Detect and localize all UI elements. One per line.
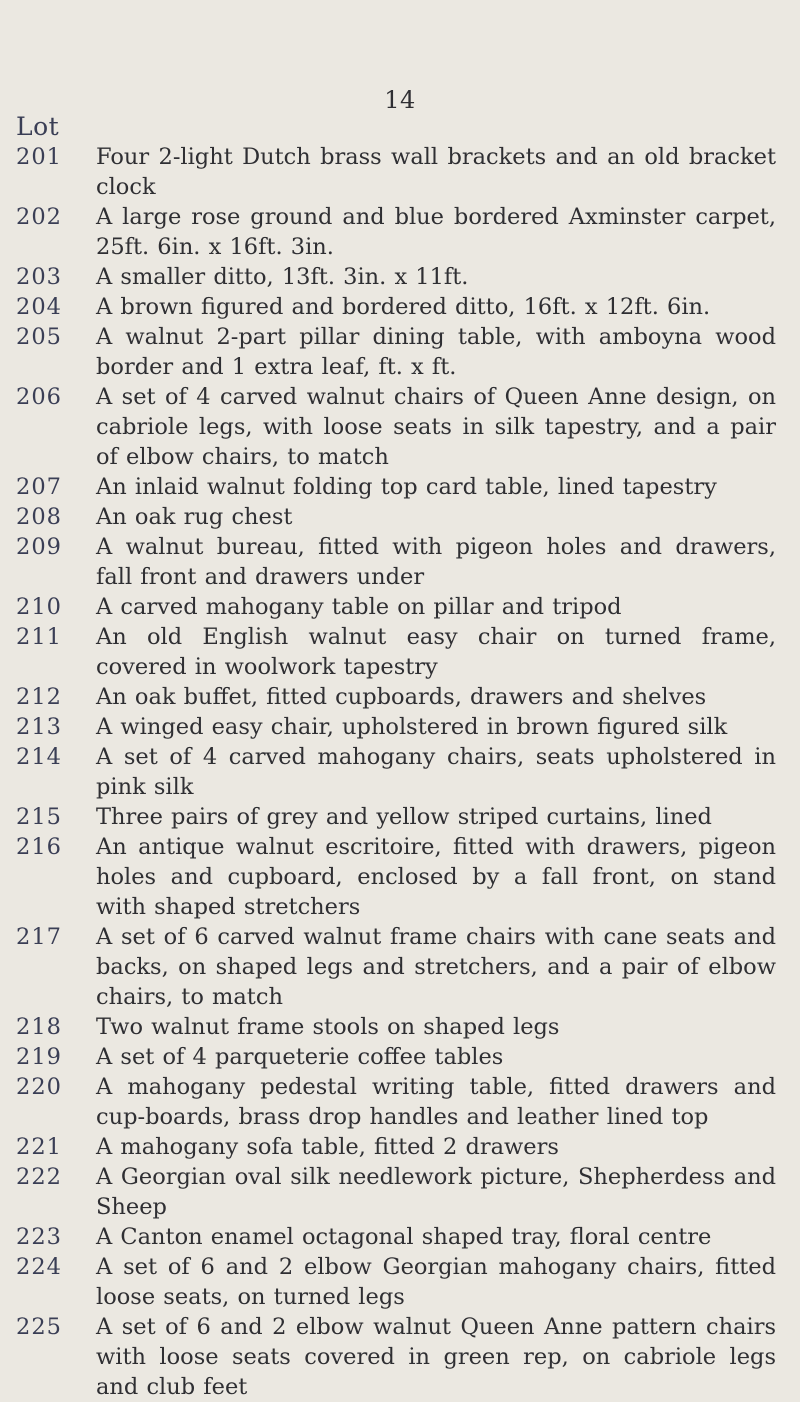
lot-description: A set of 4 parqueterie coffee tables: [96, 1044, 504, 1070]
lot-description: Two walnut frame stools on shaped legs: [96, 1014, 560, 1040]
lot-description: A set of 6 and 2 elbow walnut Queen Anne pattern chairs with loose seats covered in green rep, on cabriole legs and club feet: [96, 1314, 776, 1400]
lot-entry: [0, 712, 800, 742]
lot-entry: [0, 802, 800, 832]
lot-number: 208: [16, 504, 62, 530]
lot-entry: [0, 622, 800, 682]
lot-number: 207: [16, 474, 62, 500]
lot-description: A Georgian oval silk needlework picture, Shepherdess and Sheep: [96, 1164, 776, 1220]
lot-number: 221: [16, 1134, 62, 1160]
lot-entry: [0, 1012, 800, 1042]
lot-description: Four 2-light Dutch brass wall brackets and an old bracket clock: [96, 144, 776, 200]
lot-entry: [0, 322, 800, 382]
lot-description: A set of 6 and 2 elbow Georgian mahogany chairs, fitted loose seats, on turned legs: [96, 1254, 776, 1310]
lot-number: 218: [16, 1014, 62, 1040]
lot-entry: [0, 922, 800, 1012]
lot-description: A large rose ground and blue bordered Axminster carpet, 25ft. 6in. x 16ft. 3in.: [96, 204, 776, 260]
lot-entry: [0, 1222, 800, 1252]
lot-list: [0, 142, 800, 1402]
lot-number: 211: [16, 624, 62, 650]
lot-number: 205: [16, 324, 62, 350]
lot-entry: [0, 1312, 800, 1402]
lot-description: A set of 6 carved walnut frame chairs with cane seats and backs, on shaped legs and stretchers, and a pair of elbow chairs, to match: [96, 924, 776, 1010]
lot-description: Three pairs of grey and yellow striped curtains, lined: [96, 804, 712, 830]
lot-number: 220: [16, 1074, 62, 1100]
lot-description: A smaller ditto, 13ft. 3in. x 11ft.: [96, 264, 469, 290]
lot-number: 223: [16, 1224, 62, 1250]
lot-description: A walnut 2-part pillar dining table, with amboyna wood border and 1 extra leaf, ft. x ft.: [96, 324, 776, 380]
lot-entry: [0, 382, 800, 472]
page-number: 14: [384, 86, 416, 114]
lot-entry: [0, 532, 800, 592]
lot-description: A walnut bureau, fitted with pigeon holes and drawers, fall front and drawers under: [96, 534, 776, 590]
lot-entry: [0, 832, 800, 922]
lot-description: A Canton enamel octagonal shaped tray, floral centre: [96, 1224, 712, 1250]
lot-entry: [0, 1042, 800, 1072]
lot-number: 210: [16, 594, 62, 620]
lot-number: 206: [16, 384, 62, 410]
lot-entry: [0, 742, 800, 802]
lot-entry: [0, 142, 800, 202]
lot-entry: [0, 1132, 800, 1162]
lot-number: 219: [16, 1044, 62, 1070]
lot-description: An oak rug chest: [96, 504, 293, 530]
lot-number: 225: [16, 1314, 62, 1340]
lot-number: 222: [16, 1164, 62, 1190]
lot-number: 209: [16, 534, 62, 560]
lot-number: 201: [16, 144, 62, 170]
lot-entry: [0, 1072, 800, 1132]
lot-column-header: Lot: [16, 112, 60, 141]
lot-entry: [0, 592, 800, 622]
lot-description: A winged easy chair, upholstered in brown figured silk: [96, 714, 728, 740]
lot-entry: [0, 202, 800, 262]
lot-entry: [0, 262, 800, 292]
lot-entry: [0, 682, 800, 712]
lot-description: A mahogany pedestal writing table, fitted drawers and cup-boards, brass drop handles and leather lined top: [96, 1074, 776, 1130]
lot-description: A set of 4 carved mahogany chairs, seats upholstered in pink silk: [96, 744, 776, 800]
lot-number: 224: [16, 1254, 62, 1280]
lot-description: An inlaid walnut folding top card table, lined tapestry: [96, 474, 717, 500]
lot-entry: [0, 502, 800, 532]
lot-entry: [0, 472, 800, 502]
lot-number: 203: [16, 264, 62, 290]
lot-number: 216: [16, 834, 62, 860]
lot-description: A carved mahogany table on pillar and tripod: [96, 594, 622, 620]
lot-number: 202: [16, 204, 62, 230]
lot-number: 213: [16, 714, 62, 740]
lot-number: 204: [16, 294, 62, 320]
lot-description: A mahogany sofa table, fitted 2 drawers: [96, 1134, 559, 1160]
lot-number: 212: [16, 684, 62, 710]
lot-entry: [0, 1252, 800, 1312]
lot-number: 215: [16, 804, 62, 830]
lot-description: An old English walnut easy chair on turned frame, covered in woolwork tapestry: [96, 624, 776, 680]
lot-entry: [0, 292, 800, 322]
lot-description: A brown figured and bordered ditto, 16ft. x 12ft. 6in.: [96, 294, 711, 320]
lot-number: 217: [16, 924, 62, 950]
lot-description: An antique walnut escritoire, fitted with drawers, pigeon holes and cupboard, enclosed by a fall front, on stand with shaped stretchers: [96, 834, 776, 920]
lot-number: 214: [16, 744, 62, 770]
lot-description: A set of 4 carved walnut chairs of Queen Anne design, on cabriole legs, with loose seats in silk tapestry, and a pair of elbow chairs, to match: [96, 384, 776, 470]
lot-description: An oak buffet, fitted cupboards, drawers and shelves: [96, 684, 707, 710]
lot-entry: [0, 1162, 800, 1222]
